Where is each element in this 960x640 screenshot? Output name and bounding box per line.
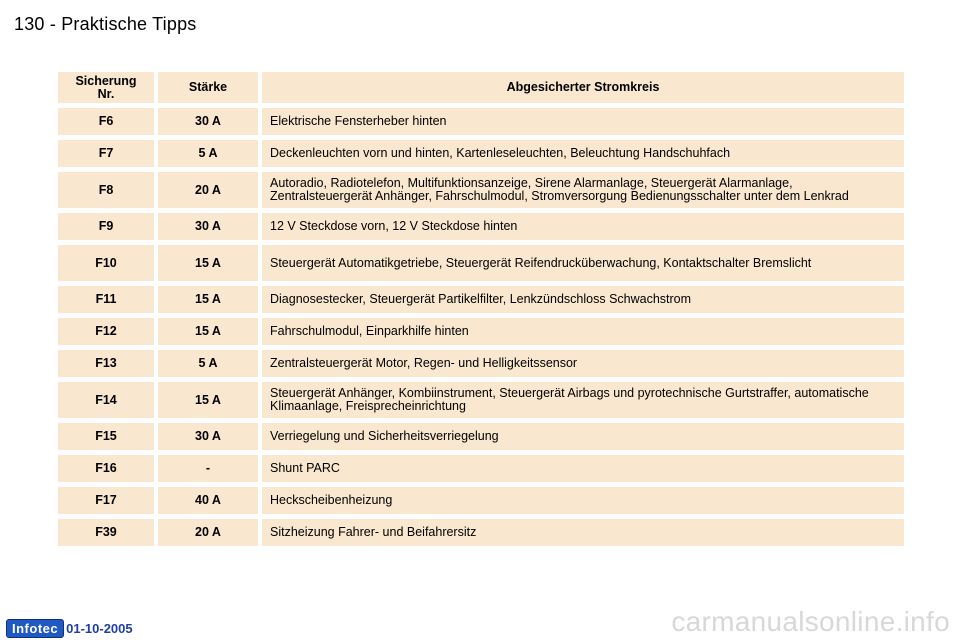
fuse-circuit: Zentralsteuergerät Motor, Regen- und Helligkeitssensor xyxy=(262,350,904,377)
header-fuse-number-line1: Sicherung xyxy=(75,73,137,88)
infotec-logo: Infotec xyxy=(6,619,64,638)
fuse-circuit: 12 V Steckdose vorn, 12 V Steckdose hinten xyxy=(262,213,904,240)
fuse-number: F39 xyxy=(58,519,158,546)
table-header-row xyxy=(58,72,904,103)
header-fuse-number xyxy=(58,72,158,103)
fuse-number: F11 xyxy=(58,286,158,313)
fuse-circuit: Heckscheibenheizung xyxy=(262,487,904,514)
fuse-amperage: 5 A xyxy=(158,350,262,377)
table-row xyxy=(58,245,904,281)
fuse-circuit: Shunt PARC xyxy=(262,455,904,482)
fuse-number: F13 xyxy=(58,350,158,377)
fuse-number: F14 xyxy=(58,382,158,418)
table-row xyxy=(58,172,904,208)
watermark: carmanualsonline.info xyxy=(671,606,950,637)
table-row xyxy=(58,487,904,514)
table-row xyxy=(58,318,904,345)
fuse-number: F15 xyxy=(58,423,158,450)
table-row xyxy=(58,382,904,418)
page-header: 130 - Praktische Tipps xyxy=(14,14,197,34)
fuse-amperage: 20 A xyxy=(158,172,262,208)
fuse-amperage: 30 A xyxy=(158,213,262,240)
footer-date: 01-10-2005 xyxy=(66,621,133,636)
fuse-circuit: Verriegelung und Sicherheitsverriegelung xyxy=(262,423,904,450)
fuse-number: F6 xyxy=(58,108,158,135)
fuse-amperage: 15 A xyxy=(158,318,262,345)
fuse-table xyxy=(58,67,904,551)
footer xyxy=(6,619,133,638)
fuse-circuit: Sitzheizung Fahrer- und Beifahrersitz xyxy=(262,519,904,546)
fuse-number: F8 xyxy=(58,172,158,208)
fuse-amperage: 15 A xyxy=(158,245,262,281)
fuse-circuit: Steuergerät Automatikgetriebe, Steuergerät Reifendrucküberwachung, Kontaktschalter Bremslicht xyxy=(262,245,904,281)
fuse-number: F7 xyxy=(58,140,158,167)
fuse-number: F12 xyxy=(58,318,158,345)
fuse-circuit: Autoradio, Radiotelefon, Multifunktionsanzeige, Sirene Alarmanlage, Steuergerät Alarmanlage, Zentralsteuergerät Anhänger, Fahrschulmodul, Stromversorgung Bedienungsschalter unter dem Lenkrad xyxy=(262,172,904,208)
fuse-amperage: 15 A xyxy=(158,286,262,313)
table-row xyxy=(58,140,904,167)
fuse-circuit: Fahrschulmodul, Einparkhilfe hinten xyxy=(262,318,904,345)
fuse-circuit: Deckenleuchten vorn und hinten, Kartenleseleuchten, Beleuchtung Handschuhfach xyxy=(262,140,904,167)
fuse-amperage: 15 A xyxy=(158,382,262,418)
fuse-number: F10 xyxy=(58,245,158,281)
table-row xyxy=(58,455,904,482)
fuse-number: F17 xyxy=(58,487,158,514)
fuse-amperage: 5 A xyxy=(158,140,262,167)
table-row xyxy=(58,519,904,546)
header-fuse-number-line2: Nr. xyxy=(97,86,115,101)
fuse-amperage: 20 A xyxy=(158,519,262,546)
table-row xyxy=(58,350,904,377)
fuse-circuit: Elektrische Fensterheber hinten xyxy=(262,108,904,135)
table-row xyxy=(58,213,904,240)
table-row xyxy=(58,423,904,450)
fuse-amperage: 30 A xyxy=(158,423,262,450)
fuse-number: F9 xyxy=(58,213,158,240)
fuse-circuit: Steuergerät Anhänger, Kombiinstrument, Steuergerät Airbags und pyrotechnische Gurtstraffer, automatische Klimaanlage, Freisprecheinrichtung xyxy=(262,382,904,418)
fuse-number: F16 xyxy=(58,455,158,482)
table-row xyxy=(58,286,904,313)
fuse-amperage: 30 A xyxy=(158,108,262,135)
header-amperage: Stärke xyxy=(158,72,262,103)
fuse-circuit: Diagnosestecker, Steuergerät Partikelfilter, Lenkzündschloss Schwachstrom xyxy=(262,286,904,313)
table-row xyxy=(58,108,904,135)
fuse-amperage: 40 A xyxy=(158,487,262,514)
header-circuit: Abgesicherter Stromkreis xyxy=(262,72,904,103)
fuse-amperage: - xyxy=(158,455,262,482)
